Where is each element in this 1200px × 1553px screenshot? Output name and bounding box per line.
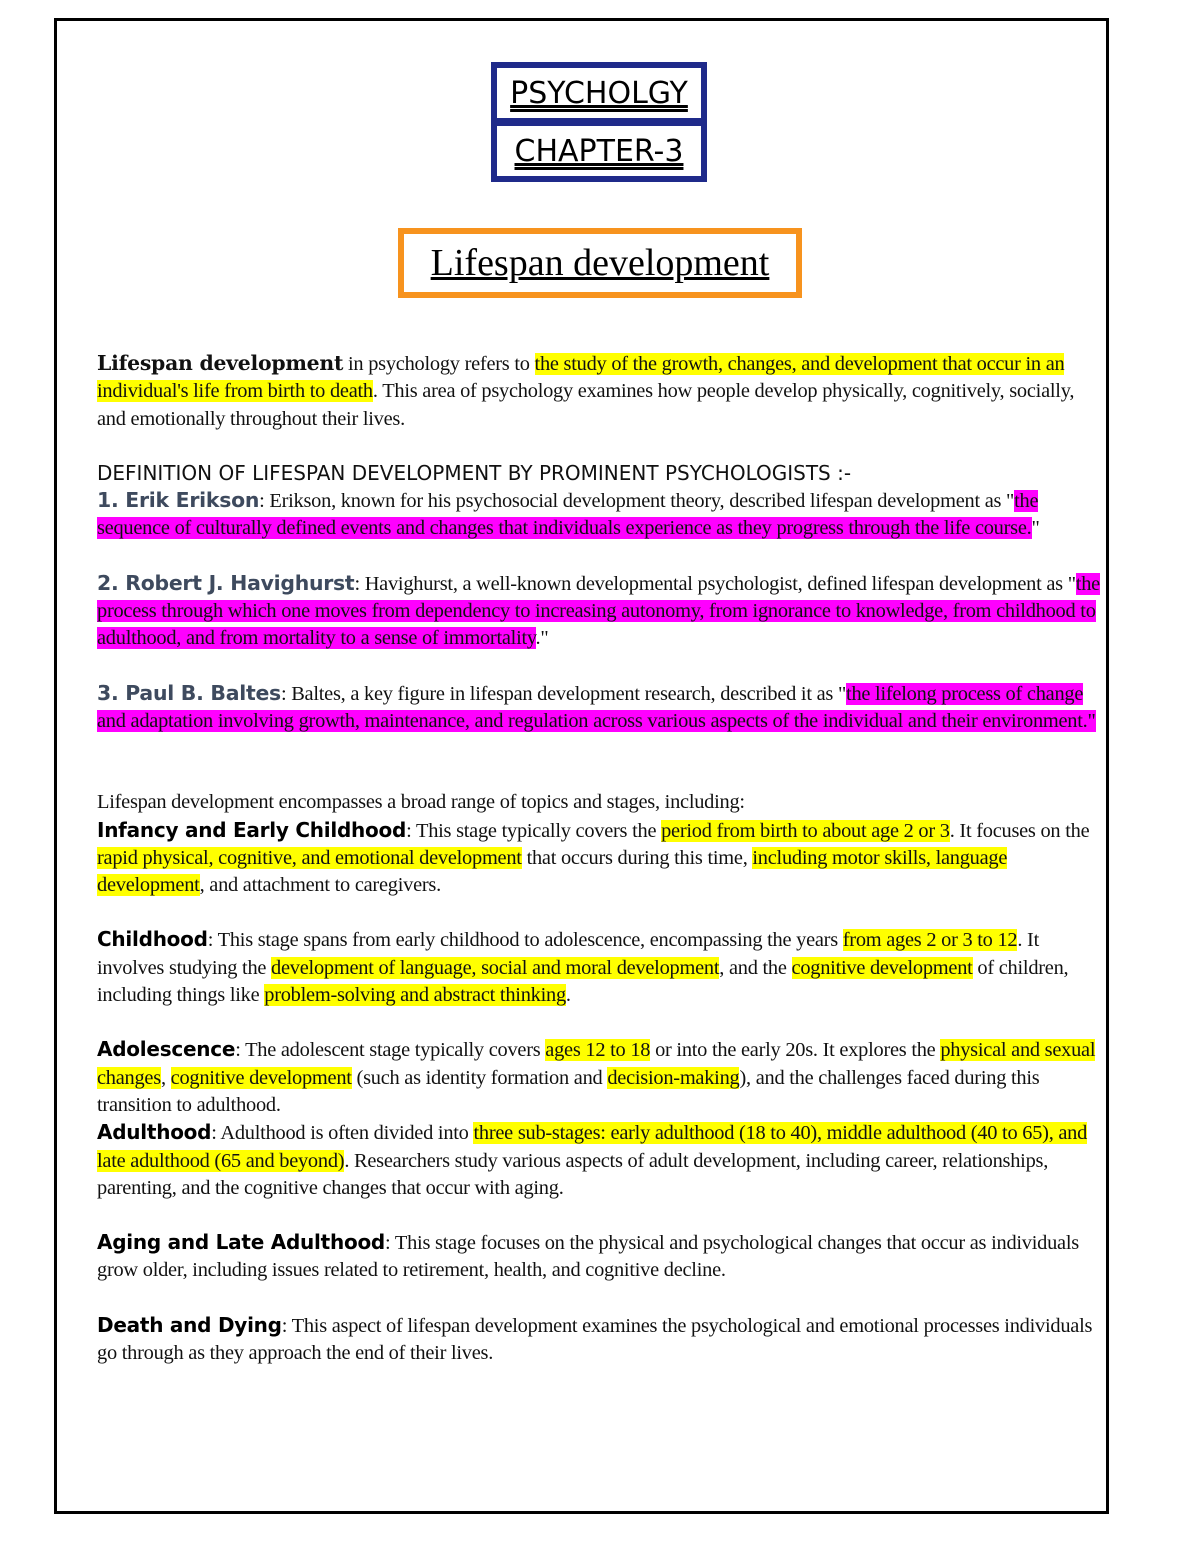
highlight: development of language, social and moral development — [271, 956, 720, 979]
stage-aging: Aging and Late Adulthood: This stage focuses on the physical and psychological changes that occur as individuals grow older, including issues related to retirement, health, and cognitive decline. — [97, 1230, 1079, 1282]
stage-death: Death and Dying: This aspect of lifespan development examines the psychological and emotional processes individuals go through as they approach the end of their lives. — [97, 1312, 1093, 1365]
definition-havighurst: 2. Robert J. Havighurst: Havighurst, a well-known developmental psychologist, defined lifespan development as "the process through which one moves from dependency to increasing autonomy, from ignorance to knowledge, from childhood to adulthood, and from mortality to a sense of immortality." — [97, 570, 1100, 650]
highlight: the study of the growth, changes, and development that occur in an individual's life from birth to death — [97, 353, 1065, 403]
chapter-title-box — [491, 120, 707, 182]
psychologist-name: 3. Paul B. Baltes — [97, 680, 281, 705]
definitions-heading: DEFINITION OF LIFESPAN DEVELOPMENT BY PROMINENT PSYCHOLOGISTS :- — [97, 460, 852, 485]
definition-baltes: 3. Paul B. Baltes: Baltes, a key figure in lifespan development research, described it as "the lifelong process of change and adaptation involving growth, maintenance, and regulation across various aspects of the individual and their environment." — [97, 680, 1096, 732]
highlight: from ages 2 or 3 to 12 — [842, 929, 1018, 952]
highlight: period from birth to about age 2 or 3 — [661, 819, 950, 842]
highlight: rapid physical, cognitive, and emotional development — [97, 846, 522, 869]
document-body — [97, 350, 1105, 1367]
stage-adulthood: Adulthood: Adulthood is often divided into three sub-stages: early adulthood (18 to 40), middle adulthood (40 to 65), and late adulthood (65 and beyond). Researchers study various aspects of adult development, including career, relationships, parenting, and the cognitive changes that occur with aging. — [97, 1120, 1088, 1199]
intro-term: Lifespan development — [97, 351, 344, 375]
subject-title-box — [491, 62, 707, 124]
highlight: physical and sexual changes — [97, 1039, 1096, 1089]
highlight: decision-making — [607, 1066, 740, 1089]
stages-intro: Lifespan development encompasses a broad range of topics and stages, including: — [97, 791, 745, 814]
highlight: ages 12 to 18 — [545, 1039, 651, 1062]
stage-childhood: Childhood: This stage spans from early childhood to adolescence, encompassing the years from ages 2 or 3 to 12. It involves studying the development of language, social and moral development, and the cognitive development of children, including things like problem-solving and abstract thinking. — [97, 927, 1069, 1007]
highlight: cognitive development — [170, 1066, 352, 1089]
stage-title: Adulthood — [97, 1120, 212, 1145]
stage-adolescence: Adolescence: The adolescent stage typically covers ages 12 to 18 or into the early 20s. It explores the physical and sexual changes, cognitive development (such as identity formation and decision-making), and the challenges faced during this transition to adulthood. — [97, 1037, 1096, 1116]
highlight: three sub-stages: early adulthood (18 to 40), middle adulthood (40 to 65), and late adulthood (65 and beyond) — [97, 1122, 1088, 1172]
stage-title: Infancy and Early Childhood — [97, 817, 407, 842]
stage-title: Aging and Late Adulthood — [97, 1230, 385, 1255]
highlight: cognitive development — [791, 956, 973, 979]
quote-highlight: the lifelong process of change and adaptation involving growth, maintenance, and regulation across various aspects of the individual and their environment." — [97, 682, 1096, 732]
subject-title: PSYCHOLGY — [497, 68, 701, 118]
chapter-title: CHAPTER-3 — [497, 126, 701, 176]
stage-title: Childhood — [97, 927, 208, 952]
highlight: including motor skills, language development — [97, 846, 1008, 897]
psychologist-name: 2. Robert J. Havighurst — [97, 570, 355, 595]
stage-title: Adolescence — [97, 1037, 236, 1062]
intro-paragraph: Lifespan development in psychology refers to the study of the growth, changes, and development that occur in an individual's life from birth to death. This area of psychology examines how people develop physically, cognitively, socially, and emotionally throughout their lives. — [97, 351, 1075, 430]
stage-infancy: Infancy and Early Childhood: This stage typically covers the period from birth to about age 2 or 3. It focuses on the rapid physical, cognitive, and emotional development that occurs during this time, including motor skills, language development, and attachment to caregivers. — [97, 817, 1090, 897]
definition-erikson: 1. Erik Erikson: Erikson, known for his psychosocial development theory, described lifespan development as "the sequence of culturally defined events and changes that individuals experience as they progress through the life course." — [97, 488, 1040, 540]
stage-title: Death and Dying — [97, 1312, 282, 1337]
quote-highlight: the process through which one moves from dependency to increasing autonomy, from ignorance to knowledge, from childhood to adulthood, and from mortality to a sense of immortality — [97, 572, 1100, 650]
topic-heading: Lifespan development — [398, 228, 802, 298]
quote-highlight: the sequence of culturally defined events and changes that individuals experience as they progress through the life course. — [97, 490, 1039, 540]
psychologist-name: 1. Erik Erikson — [97, 488, 260, 513]
highlight: problem-solving and abstract thinking — [264, 984, 566, 1007]
